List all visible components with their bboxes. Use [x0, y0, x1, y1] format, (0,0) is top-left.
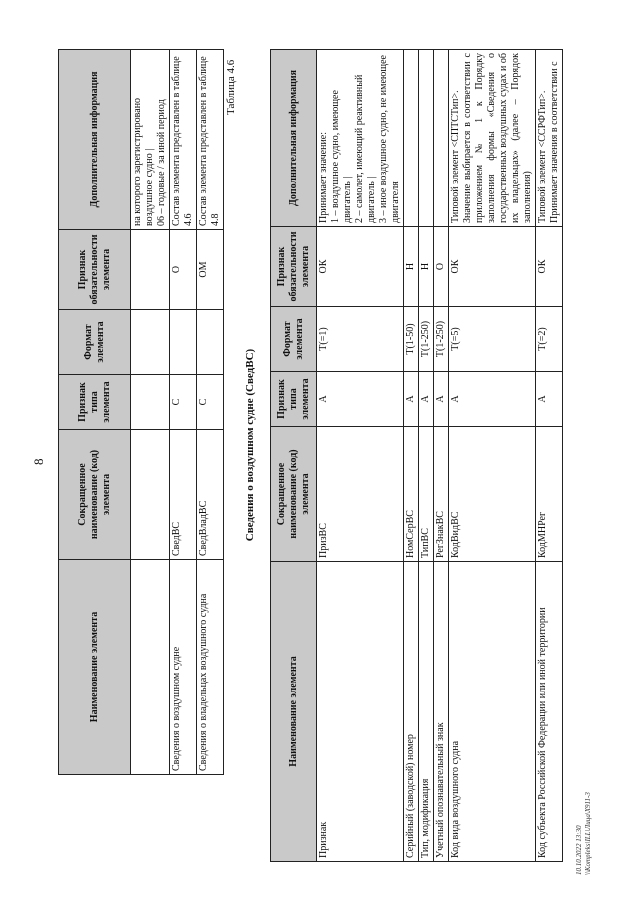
info-line: Значение выбирается в соответствии с приложением № 1 к Порядку заполнения формы «Сведения о государственных воздушных судах и об их владельцах» (далее – Порядок заполнения) [462, 53, 533, 223]
cell-required: ОМ [197, 230, 224, 310]
cell-code: КодВидВС [449, 427, 536, 562]
cell-type [131, 375, 170, 430]
cell-format: Т(=5) [449, 307, 536, 372]
info-line: 2 – самолет, имеющий реактивный двигатель | [354, 74, 377, 223]
cell-type: А [317, 372, 404, 427]
cell-name: Код вида воздушного судна [449, 562, 536, 862]
table-row [404, 50, 419, 862]
cell-code: НомСерВС [404, 427, 419, 562]
table-row [536, 50, 563, 862]
table-row [131, 50, 170, 775]
cell-code: КодМНРег [536, 427, 563, 562]
table-label: Таблица 4.6 [225, 59, 237, 115]
cell-info [404, 50, 419, 227]
header-required: Признак обязательности элемента [59, 230, 131, 310]
cell-required: О [434, 227, 449, 307]
info-line: 06 – годовые / за иной период [156, 99, 167, 226]
table-aircraft-info [270, 49, 563, 862]
table-continuation [58, 49, 224, 775]
header-type: Признак типа элемента [271, 372, 317, 427]
cell-format [170, 310, 197, 375]
cell-required: ОК [317, 227, 404, 307]
cell-format: Т(1-250) [434, 307, 449, 372]
cell-info [434, 50, 449, 227]
cell-required: Н [404, 227, 419, 307]
cell-type: А [449, 372, 536, 427]
cell-code [131, 430, 170, 560]
cell-format [131, 310, 170, 375]
cell-code: РегЗнакВС [434, 427, 449, 562]
cell-name: Учетный опознавательный знак [434, 562, 449, 862]
info-line: 3 – иное воздушное судно, не имеющее двигателя [378, 55, 401, 223]
footer-date: 10.10.2022 13:30 [575, 825, 583, 875]
cell-info [536, 50, 563, 227]
cell-format: Т(1-250) [419, 307, 434, 372]
info-line: Типовой элемент <ССРФТип>. [537, 90, 548, 223]
cell-info [449, 50, 536, 227]
table-row [197, 50, 224, 775]
cell-name: Серийный (заводской) номер [404, 562, 419, 862]
header-required: Признак обязательности элемента [271, 227, 317, 307]
footer-stamp [575, 792, 593, 875]
cell-code: ПризВС [317, 427, 404, 562]
table-row [419, 50, 434, 862]
cell-name: Признак [317, 562, 404, 862]
cell-format: Т(=2) [536, 307, 563, 372]
cell-info [131, 50, 170, 230]
cell-type: А [536, 372, 563, 427]
table-row [449, 50, 536, 862]
page-number: 8 [31, 458, 46, 465]
header-code: Сокращенное наименование (код) элемента [271, 427, 317, 562]
table-row [317, 50, 404, 862]
table-title: Сведения о воздушном судне (СведВС) [244, 348, 256, 542]
cell-type: С [197, 375, 224, 430]
cell-required: О [170, 230, 197, 310]
cell-code: СведВладВС [197, 430, 224, 560]
info-line: Типовой элемент <СПТСТип>. [450, 90, 461, 223]
cell-type: А [434, 372, 449, 427]
cell-name: Тип, модификация [419, 562, 434, 862]
cell-type: С [170, 375, 197, 430]
cell-info: Состав элемента представлен в таблице 4.6 [170, 50, 197, 230]
header-type: Признак типа элемента [59, 375, 131, 430]
cell-code: СведВС [170, 430, 197, 560]
cell-name: Сведения о воздушном судне [170, 560, 197, 775]
cell-type: А [404, 372, 419, 427]
info-line: Принимает значение: [318, 131, 329, 223]
header-info: Дополнительная информация [271, 50, 317, 227]
cell-info [317, 50, 404, 227]
cell-required [131, 230, 170, 310]
cell-format: Т(1-50) [404, 307, 419, 372]
cell-info: Состав элемента представлен в таблице 4.8 [197, 50, 224, 230]
cell-name [131, 560, 170, 775]
footer-path: \\Kompleks\ILL\Лица\X911-3 [584, 792, 593, 875]
table-row [434, 50, 449, 862]
cell-name: Сведения о владельцах воздушного судна [197, 560, 224, 775]
cell-info [419, 50, 434, 227]
info-line: на которого зарегистрировано воздушное судно | [132, 97, 155, 226]
info-line: Принимает значения в соответствии с [549, 61, 560, 223]
header-info: Дополнительная информация [59, 50, 131, 230]
cell-type: А [419, 372, 434, 427]
header-name: Наименование элемента [271, 562, 317, 862]
cell-required: ОК [449, 227, 536, 307]
cell-code: ТипВС [419, 427, 434, 562]
header-name: Наименование элемента [59, 560, 131, 775]
cell-name: Код субъекта Российской Федерации или иной территории [536, 562, 563, 862]
cell-required: Н [419, 227, 434, 307]
cell-format [197, 310, 224, 375]
header-format: Формат элемента [59, 310, 131, 375]
table-row [170, 50, 197, 775]
header-format: Формат элемента [271, 307, 317, 372]
cell-required: ОК [536, 227, 563, 307]
cell-format: Т(=1) [317, 307, 404, 372]
header-code: Сокращенное наименование (код) элемента [59, 430, 131, 560]
info-line: 1 – воздушное судно, имеющее двигатель | [330, 90, 353, 223]
